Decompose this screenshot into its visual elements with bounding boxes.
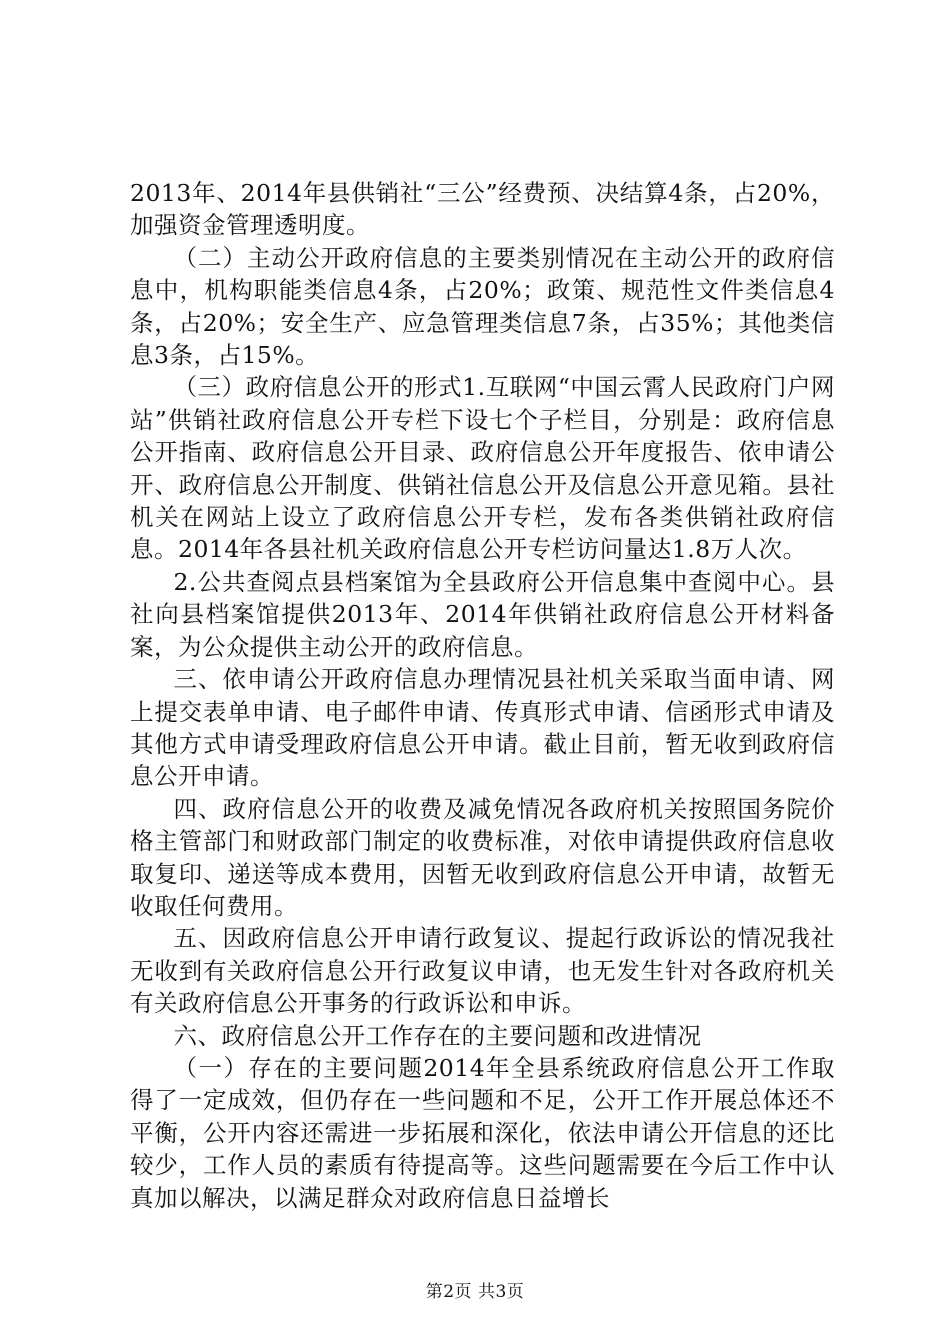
paragraph-1: 2013年、2014年县供销社“三公”经费预、决结算4条，占20%，加强资金管理透明度。 bbox=[130, 179, 835, 240]
paragraph-3: （三）政府信息公开的形式1.互联网“中国云霄人民政府门户网站”供销社政府信息公开专栏下设七个子栏目，分别是：政府信息公开指南、政府信息公开目录、政府信息公开年度报告、依申请公开、政府信息公开制度、供销社信息公开及信息公开意见箱。县社机关在网站上设立了政府信息公开专栏，发布各类供销社政府信息。2014年各县社机关政府信息公开专栏访问量达1.8万人次。 bbox=[130, 373, 835, 564]
paragraph-6: 四、政府信息公开的收费及减免情况各政府机关按照国务院价格主管部门和财政部门制定的收费标准，对依申请提供政府信息收取复印、递送等成本费用，因暂无收到政府信息公开申请，故暂无收取任何费用。 bbox=[130, 794, 835, 920]
section-heading-6: 六、政府信息公开工作存在的主要问题和改进情况 bbox=[173, 1021, 702, 1050]
paragraph-2: （二）主动公开政府信息的主要类别情况在主动公开的政府信息中，机构职能类信息4条，占20%；政策、规范性文件类信息4条，占20%；安全生产、应急管理类信息7条，占35%；其他类信息3条，占15%。 bbox=[130, 243, 835, 370]
document-body bbox=[130, 177, 835, 1214]
paragraph-7: 五、因政府信息公开申请行政复议、提起行政诉讼的情况我社无收到有关政府信息公开行政复议申请，也无发生针对各政府机关有关政府信息公开事务的行政诉讼和申诉。 bbox=[130, 924, 835, 1018]
paragraph-8: （一）存在的主要问题2014年全县系统政府信息公开工作取得了一定成效，但仍存在一些问题和不足，公开工作开展总体还不平衡，公开内容还需进一步拓展和深化，依法申请公开信息的还比较少，工作人员的素质有待提高等。这些问题需要在今后工作中认真加以解决，以满足群众对政府信息日益增长 bbox=[130, 1053, 835, 1212]
page-number: 第2页 共3页 bbox=[425, 1282, 525, 1302]
paragraph-5: 三、依申请公开政府信息办理情况县社机关采取当面申请、网上提交表单申请、电子邮件申请、传真形式申请、信函形式申请及其他方式申请受理政府信息公开申请。截止目前，暂无收到政府信息公开申请。 bbox=[130, 665, 835, 791]
paragraph-4: 2.公共查阅点县档案馆为全县政府公开信息集中查阅中心。县社向县档案馆提供2013年、2014年供销社政府信息公开材料备案，为公众提供主动公开的政府信息。 bbox=[130, 567, 835, 661]
